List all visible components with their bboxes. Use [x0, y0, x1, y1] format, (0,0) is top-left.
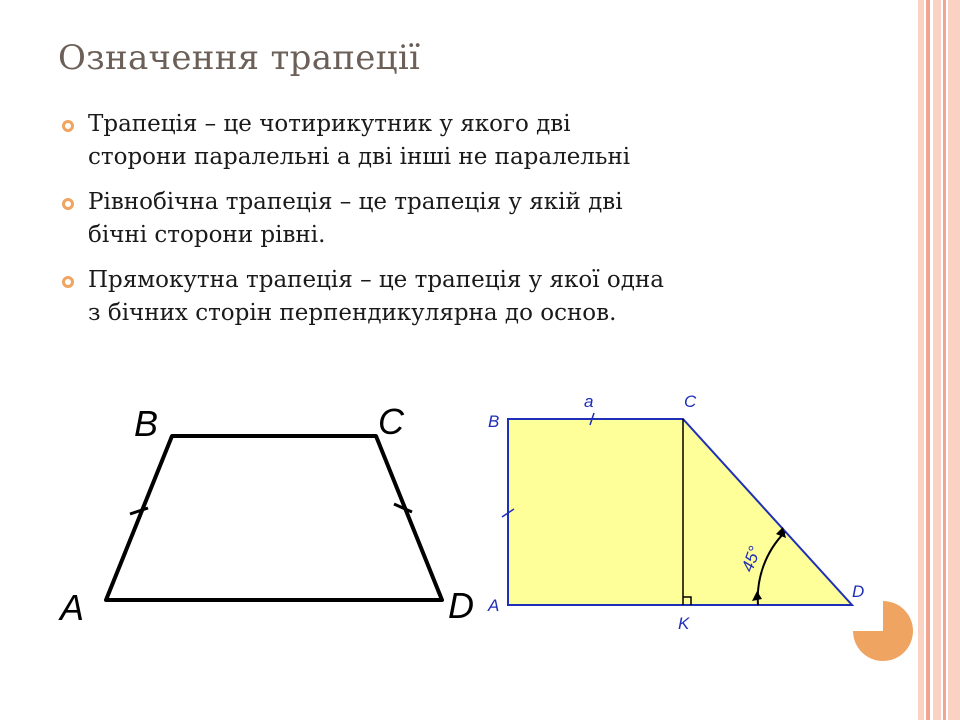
definition-line: Прямокутна трапеція – це трапеція у якої одна [88, 267, 664, 293]
decor-stripe-2 [926, 0, 930, 720]
vertex-label-k: K [678, 614, 690, 633]
definition-line: сторони паралельні а дві інші не паралельні [88, 144, 631, 170]
definition-right-trapezoid [60, 264, 860, 330]
definition-trapezoid [60, 108, 860, 174]
side-length-label: a [584, 392, 594, 411]
vertex-label-d: D [852, 582, 865, 601]
isosceles-trapezoid-shape [106, 436, 442, 600]
definition-line: бічні сторони рівні. [88, 222, 326, 248]
bullet-circle-icon [62, 276, 74, 288]
decor-stripe-3 [933, 0, 941, 720]
bullet-circle-icon [62, 198, 74, 210]
definition-isosceles-trapezoid [60, 186, 860, 252]
corner-accent-shape [850, 598, 916, 664]
vertex-label-a: A [60, 587, 85, 628]
angle-value-label: 45° [737, 543, 765, 575]
vertex-label-b: B [488, 412, 500, 431]
decor-stripe-1 [918, 0, 924, 720]
decor-stripe-5 [948, 0, 960, 720]
right-trapezoid-shape [508, 419, 852, 605]
definition-line: з бічних сторін перпендикулярна до основ. [88, 300, 617, 326]
definition-list [60, 108, 860, 342]
vertex-label-c: C [684, 392, 697, 411]
vertex-label-b: B [134, 403, 159, 444]
vertex-label-c: C [378, 401, 404, 442]
vertex-label-d: D [448, 585, 474, 626]
definition-line: Трапеція – це чотирикутник у якого дві [88, 111, 571, 137]
isosceles-trapezoid-figure [50, 390, 490, 640]
bullet-circle-icon [62, 120, 74, 132]
definition-line: Рівнобічна трапеція – це трапеція у якій дві [88, 189, 623, 215]
slide-title: Означення трапеції [58, 38, 421, 78]
right-trapezoid-figure [480, 385, 870, 645]
vertex-label-a: A [488, 596, 500, 615]
decor-stripe-4 [943, 0, 946, 720]
